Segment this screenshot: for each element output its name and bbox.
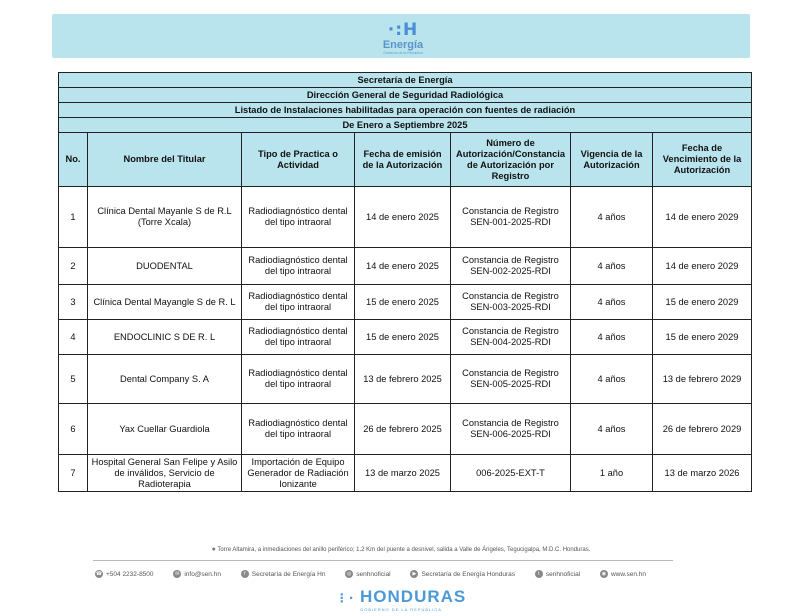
- table-row: [59, 285, 752, 320]
- table-row: [59, 404, 752, 455]
- cell-no: 7: [59, 455, 88, 492]
- honduras-logo-sub: GOBIERNO DE LA REPÚBLICA: [360, 607, 442, 612]
- col-header-titular: Nombre del Titular: [88, 133, 242, 187]
- facebook-icon: f: [241, 570, 249, 578]
- footer-address: [0, 546, 802, 553]
- cell-vencimiento: 15 de enero 2029: [653, 285, 752, 320]
- cell-tipo: Radiodiagnóstico dental del tipo intraoral: [242, 355, 355, 404]
- table-row: [59, 355, 752, 404]
- cell-emision: 26 de febrero 2025: [355, 404, 451, 455]
- col-header-numero: Número de Autorización/Constancia de Autorización por Registro: [451, 133, 571, 187]
- contact-youtube-text: Secretaría de Energía Honduras: [421, 570, 516, 578]
- honduras-logo-text: HONDURAS: [360, 587, 467, 606]
- cell-numero: Constancia de Registro SEN-006-2025-RDI: [451, 404, 571, 455]
- cell-tipo: Radiodiagnóstico dental del tipo intraoral: [242, 320, 355, 355]
- cell-emision: 14 de enero 2025: [355, 187, 451, 248]
- energia-logo-mark: ·:H: [387, 20, 419, 40]
- contact-instagram-text: senhnoficial: [356, 570, 391, 578]
- cell-titular: Dental Company S. A: [88, 355, 242, 404]
- honduras-logo: [0, 588, 802, 613]
- cell-titular: Clínica Dental Mayangle S de R. L: [88, 285, 242, 320]
- cell-no: 6: [59, 404, 88, 455]
- contact-web-text: www.sen.hn: [610, 570, 647, 578]
- contact-twitter-text: senhnoficial: [545, 570, 581, 578]
- cell-titular: Hospital General San Felipe y Asilo de inválidos, Servicio de Radioterapia: [88, 455, 242, 492]
- cell-vencimiento: 13 de febrero 2029: [653, 355, 752, 404]
- cell-numero: Constancia de Registro SEN-005-2025-RDI: [451, 355, 571, 404]
- col-header-vencimiento: Fecha de Vencimiento de la Autorización: [653, 133, 752, 187]
- cell-vigencia: 4 años: [571, 187, 653, 248]
- footer-divider: [93, 560, 673, 561]
- col-header-emision: Fecha de emisión de la Autorización: [355, 133, 451, 187]
- cell-tipo: Radiodiagnóstico dental del tipo intraoral: [242, 248, 355, 285]
- cell-vigencia: 4 años: [571, 355, 653, 404]
- cell-numero: Constancia de Registro SEN-002-2025-RDI: [451, 248, 571, 285]
- cell-vencimiento: 15 de enero 2029: [653, 320, 752, 355]
- contact-phone-text: +504 2232-8500: [106, 570, 154, 578]
- contact-twitter[interactable]: [535, 571, 589, 578]
- table-row: [59, 248, 752, 285]
- table-title-direccion: Dirección General de Seguridad Radiológica: [59, 88, 752, 103]
- cell-no: 3: [59, 285, 88, 320]
- cell-numero: Constancia de Registro SEN-001-2025-RDI: [451, 187, 571, 248]
- cell-tipo: Radiodiagnóstico dental del tipo intraoral: [242, 404, 355, 455]
- table-row: [59, 455, 752, 492]
- table-title-listado: Listado de Instalaciones habilitadas para operación con fuentes de radiación: [59, 103, 752, 118]
- phone-icon: ☎: [95, 571, 103, 577]
- col-header-vigencia: Vigencia de la Autorización: [571, 133, 653, 187]
- map-pin-icon: ●: [211, 546, 216, 553]
- cell-numero: Constancia de Registro SEN-004-2025-RDI: [451, 320, 571, 355]
- cell-emision: 13 de marzo 2025: [355, 455, 451, 492]
- cell-no: 4: [59, 320, 88, 355]
- cell-tipo: Radiodiagnóstico dental del tipo intraoral: [242, 285, 355, 320]
- instagram-icon: ◎: [347, 571, 352, 577]
- contact-instagram[interactable]: [345, 571, 399, 578]
- footer-address-text: Torre Altamira, a inmediaciones del anillo periférico; 1.2 Km del puente a desnivel, salida a Valle de Ángeles, Tegucigalpa, M.D.C. Honduras.: [217, 547, 591, 553]
- globe-icon: ◉: [601, 571, 607, 577]
- contact-facebook[interactable]: [241, 571, 335, 578]
- contact-web[interactable]: [600, 571, 655, 578]
- cell-emision: 13 de febrero 2025: [355, 355, 451, 404]
- energia-logo-sub: Gobierno de la República: [383, 51, 423, 55]
- cell-titular: Yax Cuellar Guardiola: [88, 404, 242, 455]
- col-header-no: No.: [59, 133, 88, 187]
- contact-youtube[interactable]: [410, 571, 524, 578]
- cell-tipo: Importación de Equipo Generador de Radiación Ionizante: [242, 455, 355, 492]
- contact-email[interactable]: [173, 571, 230, 578]
- honduras-logo-brand: [0, 588, 802, 607]
- cell-no: 5: [59, 355, 88, 404]
- cell-titular: ENDOCLINIC S DE R. L: [88, 320, 242, 355]
- cell-emision: 14 de enero 2025: [355, 248, 451, 285]
- contact-facebook-text: Secretaría de Energía Hn: [251, 570, 326, 578]
- cell-vigencia: 4 años: [571, 320, 653, 355]
- email-icon: ✉: [175, 571, 180, 577]
- table-row: [59, 320, 752, 355]
- youtube-icon: ▶: [410, 570, 418, 578]
- contact-phone: [95, 571, 163, 578]
- cell-vigencia: 4 años: [571, 248, 653, 285]
- cell-vencimiento: 14 de enero 2029: [653, 187, 752, 248]
- cell-titular: Clínica Dental Mayanle S de R.L (Torre Xcala): [88, 187, 242, 248]
- cell-emision: 15 de enero 2025: [355, 285, 451, 320]
- col-header-tipo: Tipo de Practica o Actividad: [242, 133, 355, 187]
- cell-no: 2: [59, 248, 88, 285]
- energia-logo: [368, 21, 438, 61]
- cell-tipo: Radiodiagnóstico dental del tipo intraoral: [242, 187, 355, 248]
- footer-contacts: [95, 570, 675, 578]
- table-title-periodo: De Enero a Septiembre 2025: [59, 118, 752, 133]
- cell-titular: DUODENTAL: [88, 248, 242, 285]
- cell-numero: 006-2025-EXT-T: [451, 455, 571, 492]
- cell-no: 1: [59, 187, 88, 248]
- cell-numero: Constancia de Registro SEN-003-2025-RDI: [451, 285, 571, 320]
- twitter-icon: t: [535, 570, 543, 578]
- stars-icon: ⋮⋅: [335, 591, 355, 605]
- cell-vencimiento: 14 de enero 2029: [653, 248, 752, 285]
- cell-vigencia: 4 años: [571, 404, 653, 455]
- cell-vigencia: 4 años: [571, 285, 653, 320]
- table-title-secretaria: Secretaría de Energía: [59, 73, 752, 88]
- contact-email-text: info@sen.hn: [184, 570, 221, 578]
- cell-vencimiento: 26 de febrero 2029: [653, 404, 752, 455]
- cell-vigencia: 1 año: [571, 455, 653, 492]
- cell-emision: 15 de enero 2025: [355, 320, 451, 355]
- cell-vencimiento: 13 de marzo 2026: [653, 455, 752, 492]
- table-row: [59, 187, 752, 248]
- installations-table: [58, 72, 752, 492]
- energia-logo-word: Energía: [382, 39, 424, 51]
